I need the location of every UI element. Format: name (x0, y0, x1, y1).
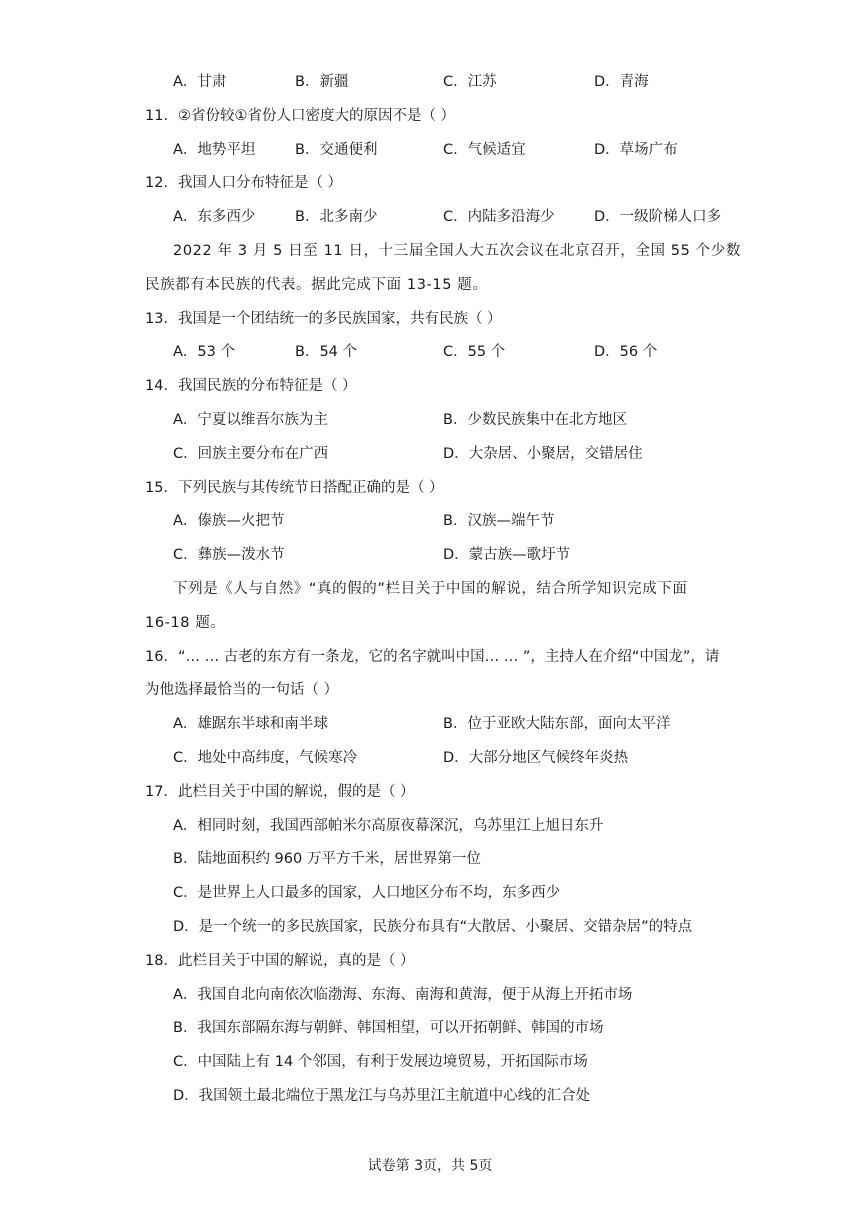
answer-option: C．是世界上人口最多的国家，人口地区分布不均，东多西少 (173, 885, 561, 901)
answer-option: C．彝族—泼水节 (173, 547, 285, 563)
answer-option: D．青海 (594, 74, 649, 90)
option-row (0, 201, 860, 234)
option-row (0, 336, 860, 369)
answer-option: A．宁夏以维吾尔族为主 (173, 412, 328, 428)
answer-option: B．我国东部隔东海与朝鲜、韩国相望，可以开拓朝鲜、韩国的市场 (173, 1020, 604, 1036)
answer-option: A．甘肃 (173, 74, 227, 90)
answer-option: B．位于亚欧大陆东部，面向太平洋 (443, 716, 671, 732)
question-text: 13．我国是一个团结统一的多民族国家，共有民族（ ） (145, 311, 502, 327)
answer-option: C．江苏 (443, 74, 497, 90)
answer-option: B．汉族—端午节 (443, 513, 555, 529)
answer-option: D．大杂居、小聚居，交错居住 (443, 446, 643, 462)
option-row (0, 404, 860, 437)
question-text: 17．此栏目关于中国的解说，假的是（ ） (145, 784, 415, 800)
question-text: 15．下列民族与其传统节日搭配正确的是（ ） (145, 480, 444, 496)
answer-option: B．北多南少 (295, 209, 378, 225)
answer-option: A．傣族—火把节 (173, 513, 285, 529)
option-row (0, 505, 860, 538)
answer-option: D．我国领土最北端位于黑龙江与乌苏里江主航道中心线的汇合处 (173, 1088, 591, 1104)
answer-option: A．我国自北向南依次临渤海、东海、南海和黄海，便于从海上开拓市场 (173, 987, 633, 1003)
answer-option: C．回族主要分布在广西 (173, 446, 329, 462)
answer-option: A．东多西少 (173, 209, 256, 225)
answer-option: B．新疆 (295, 74, 349, 90)
passage-text: 民族都有本民族的代表。据此完成下面 13-15 题。 (145, 277, 488, 293)
answer-option: C．内陆多沿海少 (443, 209, 555, 225)
answer-option: D．草场广布 (594, 142, 678, 158)
answer-option: A．地势平坦 (173, 142, 256, 158)
option-row (0, 708, 860, 741)
answer-option: C．地处中高纬度，气候寒冷 (173, 750, 358, 766)
page-footer: 试卷第 3页，共 5页 (367, 1158, 493, 1174)
passage-text: 下列是《人与自然》“真的假的”栏目关于中国的解说，结合所学知识完成下面 (173, 581, 688, 597)
passage-text: 16-18 题。 (145, 615, 226, 631)
answer-option: D．一级阶梯人口多 (594, 209, 722, 225)
answer-option: B．54 个 (295, 344, 358, 360)
option-row (0, 66, 860, 99)
question-text: 为他选择最恰当的一句话（ ） (145, 682, 339, 698)
answer-option: B．陆地面积约 960 万平方千米，居世界第一位 (173, 851, 481, 867)
answer-option: B．少数民族集中在北方地区 (443, 412, 627, 428)
option-row (0, 742, 860, 775)
question-text: 12．我国人口分布特征是（ ） (145, 175, 343, 191)
question-text: 16．“… … 古老的东方有一条龙，它的名字就叫中国… … ”，主持人在介绍“中国龙”，请 (145, 649, 720, 665)
option-row (0, 134, 860, 167)
answer-option: C．中国陆上有 14 个邻国，有利于发展边境贸易，开拓国际市场 (173, 1054, 588, 1070)
option-row (0, 539, 860, 572)
answer-option: D．是一个统一的多民族国家，民族分布具有“大散居、小聚居、交错杂居”的特点 (173, 919, 693, 935)
answer-option: D．大部分地区气候终年炎热 (443, 750, 629, 766)
option-row (0, 438, 860, 471)
answer-option: B．交通便利 (295, 142, 378, 158)
answer-option: A．雄踞东半球和南半球 (173, 716, 328, 732)
passage-text: 2022 年 3 月 5 日至 11 日，十三届全国人大五次会议在北京召开，全国 55 个少数 (173, 243, 741, 259)
answer-option: C．55 个 (443, 344, 506, 360)
answer-option: D．56 个 (594, 344, 658, 360)
question-text: 11．②省份较①省份人口密度大的原因不是（ ） (145, 108, 456, 124)
answer-option: D．蒙古族—歌圩节 (443, 547, 571, 563)
question-text: 14．我国民族的分布特征是（ ） (145, 378, 357, 394)
answer-option: A．相同时刻，我国西部帕米尔高原夜幕深沉，乌苏里江上旭日东升 (173, 818, 604, 834)
answer-option: C．气候适宜 (443, 142, 526, 158)
question-text: 18．此栏目关于中国的解说，真的是（ ） (145, 953, 415, 969)
answer-option: A．53 个 (173, 344, 235, 360)
